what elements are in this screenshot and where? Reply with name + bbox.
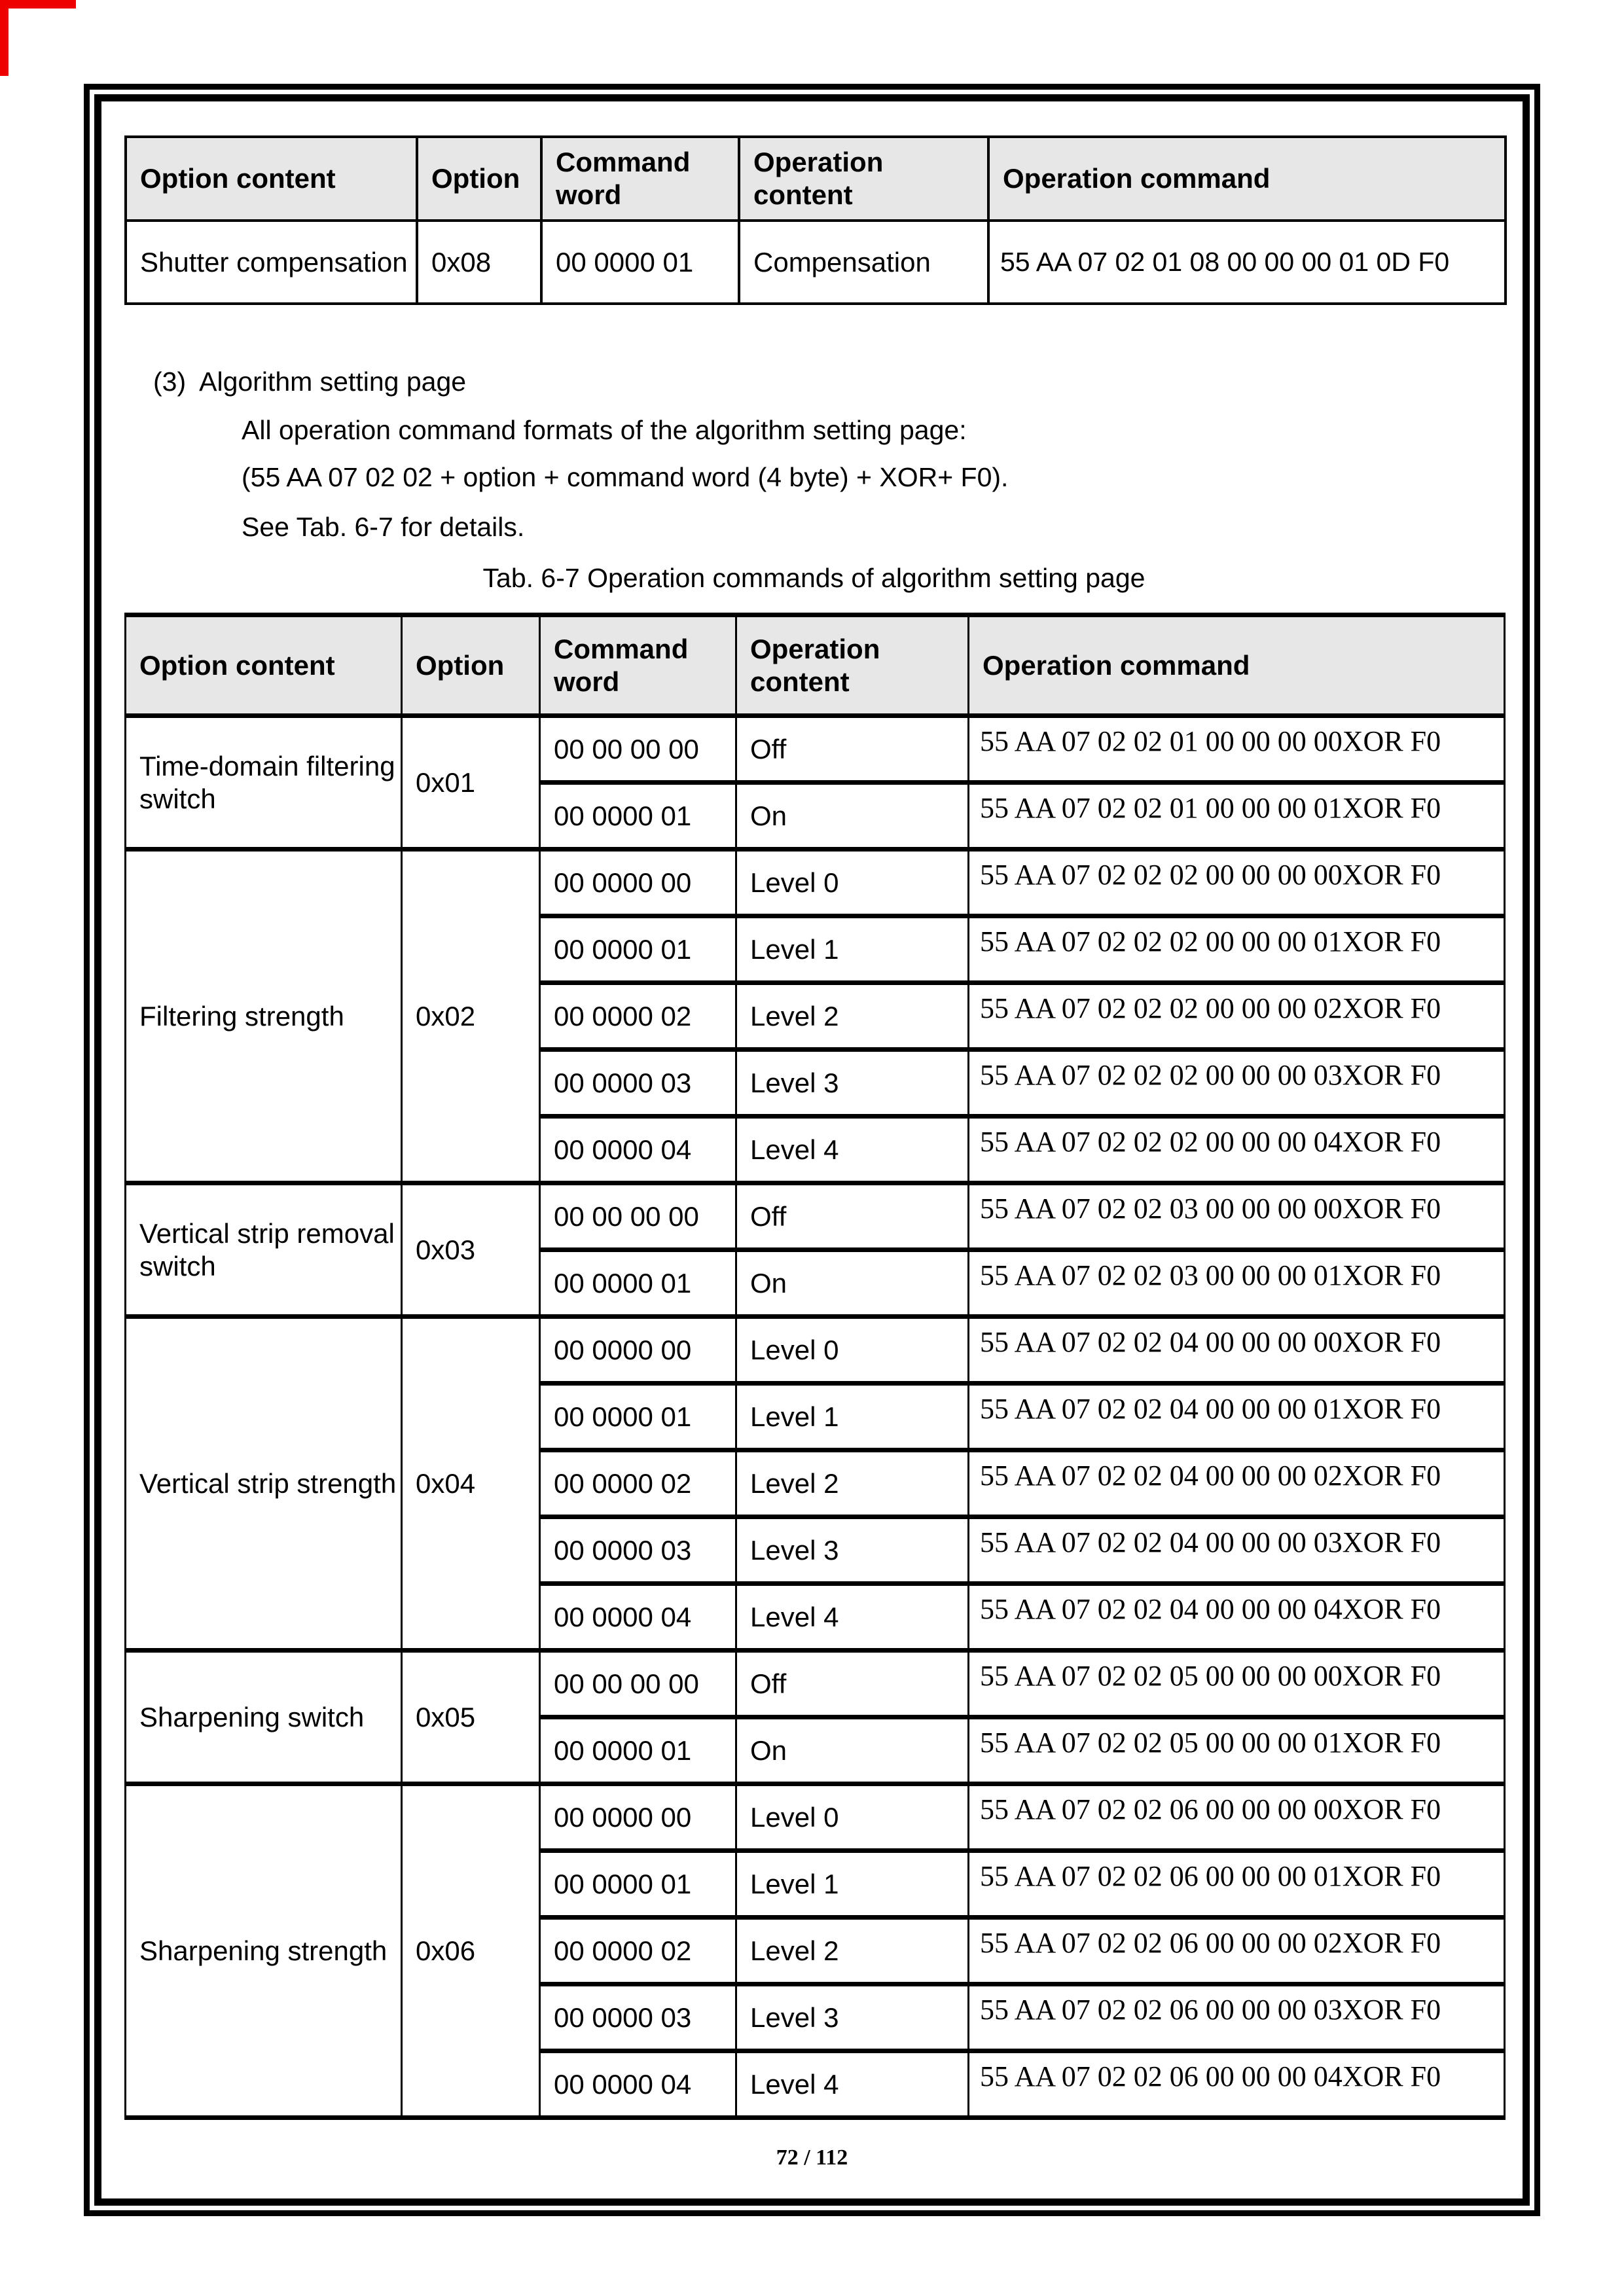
cell-operation-command: 55 AA 07 02 02 06 00 00 00 02XOR F0 (969, 1918, 1505, 1984)
cell-command-word: 00 0000 02 (540, 983, 736, 1050)
column-header-option-content: Option content (126, 137, 417, 221)
cell-operation-command: 55 AA 07 02 02 02 00 00 00 02XOR F0 (969, 983, 1505, 1050)
table-caption: Tab. 6-7 Operation commands of algorithm setting page (482, 563, 1146, 593)
cell-operation-content: On (736, 1717, 969, 1784)
cell-operation-command: 55 AA 07 02 02 05 00 00 00 00XOR F0 (969, 1651, 1505, 1717)
column-header-option: Option (402, 615, 540, 716)
cell-operation-command: 55 AA 07 02 02 06 00 00 00 00XOR F0 (969, 1784, 1505, 1851)
cell-operation-content: Off (736, 1651, 969, 1717)
section-item-number: (3) (153, 367, 187, 397)
cell-command-word: 00 0000 03 (540, 1050, 736, 1117)
cell-operation-content: Off (736, 1183, 969, 1250)
cell-command-word: 00 00 00 00 (540, 1651, 736, 1717)
cell-operation-command: 55 AA 07 02 02 04 00 00 00 04XOR F0 (969, 1584, 1505, 1651)
cell-option-content: Sharpening switch (126, 1651, 402, 1784)
cell-command-word: 00 0000 03 (540, 1984, 736, 2051)
cell-operation-command: 55 AA 07 02 02 05 00 00 00 01XOR F0 (969, 1717, 1505, 1784)
cell-operation-content: Level 4 (736, 1584, 969, 1651)
cell-operation-content: Level 0 (736, 850, 969, 916)
cell-operation-command: 55 AA 07 02 02 03 00 00 00 00XOR F0 (969, 1183, 1505, 1250)
table-row (126, 1183, 1505, 1250)
cell-command-word: 00 0000 04 (540, 2051, 736, 2118)
cell-operation-content: Level 1 (736, 1851, 969, 1918)
column-header-option: Option (417, 137, 541, 221)
cell-operation-content: Level 3 (736, 1984, 969, 2051)
cell-operation-command: 55 AA 07 02 02 02 00 00 00 03XOR F0 (969, 1050, 1505, 1117)
cell-operation-content: Level 3 (736, 1050, 969, 1117)
table-row (126, 716, 1505, 783)
cell-operation-content: Level 3 (736, 1517, 969, 1584)
table-row (126, 221, 1506, 304)
column-header-operation-command: Operation command (988, 137, 1506, 221)
red-corner-mark-top (0, 0, 76, 9)
cell-command-word: 00 0000 01 (540, 1851, 736, 1918)
cell-operation-command: 55 AA 07 02 02 02 00 00 00 00XOR F0 (969, 850, 1505, 916)
section-item-title: Algorithm setting page (199, 367, 467, 397)
cell-command-word: 00 0000 01 (540, 1250, 736, 1317)
table-row (126, 1651, 1505, 1717)
table-row (126, 1784, 1505, 1851)
cell-command-word: 00 0000 02 (540, 1450, 736, 1517)
table-row (126, 1317, 1505, 1384)
cell-command-word: 00 0000 00 (540, 1784, 736, 1851)
cell-operation-command: 55 AA 07 02 01 08 00 00 00 01 0D F0 (988, 221, 1506, 304)
column-header-operation-content: Operation content (736, 615, 969, 716)
section-line: (55 AA 07 02 02 + option + command word (4 byte) + XOR+ F0). (242, 462, 1009, 492)
cell-operation-command: 55 AA 07 02 02 06 00 00 00 04XOR F0 (969, 2051, 1505, 2118)
cell-operation-command: 55 AA 07 02 02 06 00 00 00 01XOR F0 (969, 1851, 1505, 1918)
cell-operation-content: Level 2 (736, 1450, 969, 1517)
cell-operation-command: 55 AA 07 02 02 06 00 00 00 03XOR F0 (969, 1984, 1505, 2051)
section-line: All operation command formats of the algorithm setting page: (242, 415, 967, 445)
cell-option: 0x01 (402, 716, 540, 850)
cell-operation-content: Level 2 (736, 1918, 969, 1984)
cell-option-content: Time-domain filtering switch (126, 716, 402, 850)
cell-command-word: 00 0000 04 (540, 1584, 736, 1651)
cell-command-word: 00 00 00 00 (540, 716, 736, 783)
section-heading (153, 367, 466, 397)
shutter-compensation-table (124, 135, 1507, 305)
cell-option-content: Shutter compensation (126, 221, 417, 304)
table-row (126, 850, 1505, 916)
cell-operation-command: 55 AA 07 02 02 02 00 00 00 04XOR F0 (969, 1117, 1505, 1183)
cell-operation-content: Level 4 (736, 2051, 969, 2118)
cell-operation-command: 55 AA 07 02 02 01 00 00 00 01XOR F0 (969, 783, 1505, 850)
cell-option: 0x05 (402, 1651, 540, 1784)
cell-option: 0x06 (402, 1784, 540, 2118)
cell-operation-content: Level 1 (736, 916, 969, 983)
cell-operation-content: On (736, 783, 969, 850)
column-header-operation-content: Operation content (739, 137, 988, 221)
cell-operation-content: Level 1 (736, 1384, 969, 1450)
page-number: 72 / 112 (776, 2145, 848, 2170)
cell-operation-content: Level 2 (736, 983, 969, 1050)
column-header-operation-command: Operation command (969, 615, 1505, 716)
cell-operation-command: 55 AA 07 02 02 04 00 00 00 02XOR F0 (969, 1450, 1505, 1517)
table-header-row (126, 137, 1506, 221)
cell-operation-command: 55 AA 07 02 02 02 00 00 00 01XOR F0 (969, 916, 1505, 983)
cell-command-word: 00 0000 02 (540, 1918, 736, 1984)
cell-option: 0x03 (402, 1183, 540, 1317)
column-header-option-content: Option content (126, 615, 402, 716)
cell-command-word: 00 0000 01 (541, 221, 739, 304)
section-line: See Tab. 6-7 for details. (242, 512, 525, 542)
cell-operation-command: 55 AA 07 02 02 01 00 00 00 00XOR F0 (969, 716, 1505, 783)
cell-operation-content: Level 0 (736, 1784, 969, 1851)
cell-command-word: 00 0000 01 (540, 1384, 736, 1450)
cell-option-content: Filtering strength (126, 850, 402, 1183)
cell-option: 0x08 (417, 221, 541, 304)
cell-operation-command: 55 AA 07 02 02 04 00 00 00 01XOR F0 (969, 1384, 1505, 1450)
algorithm-setting-commands-table (124, 613, 1506, 2120)
table-header-row (126, 615, 1505, 716)
cell-command-word: 00 0000 01 (540, 916, 736, 983)
cell-operation-content: Compensation (739, 221, 988, 304)
cell-operation-content: On (736, 1250, 969, 1317)
red-corner-mark-left (0, 0, 9, 76)
cell-option-content: Vertical strip removal switch (126, 1183, 402, 1317)
cell-command-word: 00 0000 04 (540, 1117, 736, 1183)
cell-operation-command: 55 AA 07 02 02 04 00 00 00 03XOR F0 (969, 1517, 1505, 1584)
cell-command-word: 00 0000 03 (540, 1517, 736, 1584)
cell-command-word: 00 0000 01 (540, 1717, 736, 1784)
cell-option: 0x02 (402, 850, 540, 1183)
cell-command-word: 00 00 00 00 (540, 1183, 736, 1250)
cell-operation-content: Level 0 (736, 1317, 969, 1384)
cell-command-word: 00 0000 00 (540, 1317, 736, 1384)
cell-command-word: 00 0000 01 (540, 783, 736, 850)
cell-command-word: 00 0000 00 (540, 850, 736, 916)
cell-option: 0x04 (402, 1317, 540, 1651)
cell-operation-content: Level 4 (736, 1117, 969, 1183)
cell-operation-command: 55 AA 07 02 02 03 00 00 00 01XOR F0 (969, 1250, 1505, 1317)
cell-operation-command: 55 AA 07 02 02 04 00 00 00 00XOR F0 (969, 1317, 1505, 1384)
cell-operation-content: Off (736, 716, 969, 783)
cell-option-content: Vertical strip strength (126, 1317, 402, 1651)
column-header-command-word: Command word (541, 137, 739, 221)
column-header-command-word: Command word (540, 615, 736, 716)
cell-option-content: Sharpening strength (126, 1784, 402, 2118)
